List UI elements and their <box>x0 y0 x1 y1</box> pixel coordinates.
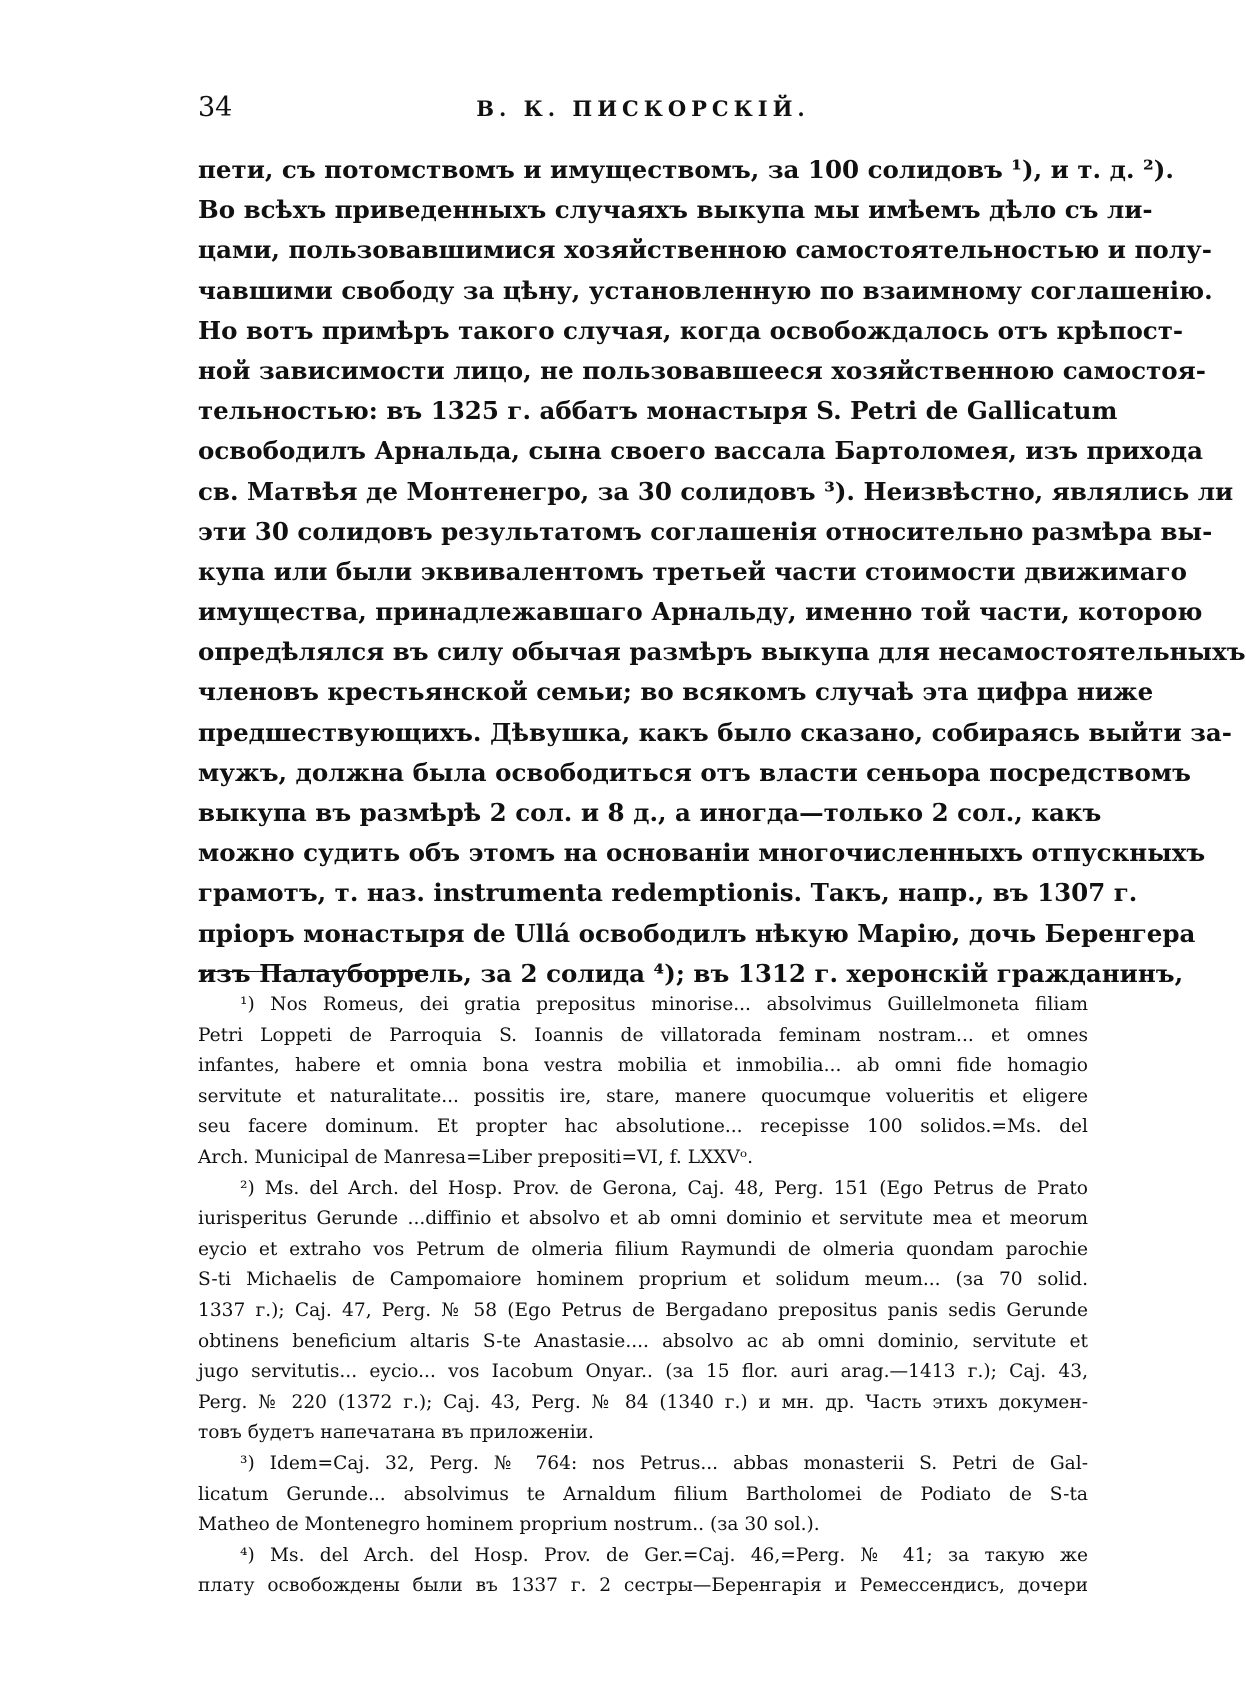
footnote-line: плату освобождены были въ 1337 г. 2 сестры—Беренгарія и Ремессендисъ, дочери <box>198 1575 1088 1597</box>
footnote-line: 1337 г.); Caj. 47, Perg. № 58 (Ego Petrus de Bergadano prepositus panis sedis Gerunde <box>198 1299 1088 1321</box>
text-line: изъ Палауборрель, за 2 солида ⁴); въ 1312 г. херонскій гражданинъ, <box>198 958 1184 988</box>
footnote-line: licatum Gerunde... absolvimus te Arnaldum filium Bartholomei de Podiato de S-ta <box>198 1483 1088 1505</box>
footnote-line: S-ti Michaelis de Campomaiore hominem proprium et solidum meum... (за 70 solid. <box>198 1269 1088 1291</box>
footnote-line: servitute et naturalitate... possitis ire, stare, manere quocumque volueritis et eligere <box>198 1085 1088 1107</box>
text-line: мужъ, должна была освободиться отъ власти сеньора посредствомъ <box>198 757 1191 787</box>
text-line: чавшими свободу за цѣну, установленную по взаимному соглашенію. <box>198 275 1213 305</box>
text-line: имущества, принадлежавшаго Арнальду, именно той части, которою <box>198 597 1203 627</box>
footnote-line: товъ будетъ напечатана въ приложеніи. <box>198 1422 594 1444</box>
footnote-separator <box>198 971 428 972</box>
text-line: цами, пользовавшимися хозяйственною самостоятельностью и полу- <box>198 235 1212 265</box>
text-line: тельностью: въ 1325 г. аббатъ монастыря S. Petri de Gallicatum <box>198 396 1118 426</box>
footnote-line: eycio et extraho vos Petrum de olmeria filium Raymundi de olmeria quondam parochie <box>198 1238 1088 1260</box>
page-header <box>198 92 1088 132</box>
text-line: эти 30 солидовъ результатомъ соглашенія относительно размѣра вы- <box>198 516 1213 546</box>
footnote-line: jugo servitutis... eycio... vos Iacobum Onyar.. (за 15 flor. auri arag.—1413 г.); Caj. 43, <box>198 1361 1088 1383</box>
footnotes <box>198 990 1088 1602</box>
running-title: В. К. ПИСКОРСКІЙ. <box>476 96 810 121</box>
footnote-line: Arch. Municipal de Manresa=Liber prepositi=VI, f. LXXVᵒ. <box>198 1146 754 1168</box>
footnote-line: seu facere dominum. Et propter hac absolutione... recepisse 100 solidos.=Ms. del <box>198 1116 1088 1138</box>
footnote-line: obtinens beneficium altaris S-te Anastasie.... absolvo ac ab omni dominio, servitute et <box>198 1330 1088 1352</box>
footnote-line: iurisperitus Gerunde ...diffinio et absolvo et ab omni dominio et servitute mea et meorum <box>198 1208 1088 1230</box>
text-line: опредѣлялся въ силу обычая размѣръ выкупа для несамостоятельныхъ <box>198 637 1246 667</box>
footnote-3: ³) Idem=Caj. 32, Perg. № 764: nos Petrus... abbas monasterii S. Petri de Gal- <box>240 1452 1088 1474</box>
text-line: членовъ крестьянской семьи; во всякомъ случаѣ эта цифра ниже <box>198 677 1154 707</box>
footnote-2: ²) Ms. del Arch. del Hosp. Prov. de Gerona, Caj. 48, Perg. 151 (Ego Petrus de Prato <box>240 1177 1088 1199</box>
text-line: пріоръ монастыря de Ullá освободилъ нѣкую Марію, дочь Беренгера <box>198 918 1196 948</box>
text-line: ной зависимости лицо, не пользовавшееся хозяйственною самостоя- <box>198 355 1206 385</box>
text-line: Во всѣхъ приведенныхъ случаяхъ выкупа мы имѣемъ дѣло съ ли- <box>198 195 1153 225</box>
text-line: пети, съ потомствомъ и имуществомъ, за 100 солидовъ ¹), и т. д. ²). <box>198 155 1174 184</box>
footnote-line: Matheo de Montenegro hominem proprium nostrum.. (за 30 sol.). <box>198 1514 820 1536</box>
footnote-1: ¹) Nos Romeus, dei gratia prepositus minorise... absolvimus Guillelmoneta filiam <box>240 994 1088 1015</box>
text-line: Но вотъ примѣръ такого случая, когда освобождалось отъ крѣпост- <box>198 315 1184 345</box>
footnote-4: ⁴) Ms. del Arch. del Hosp. Prov. de Ger.=Caj. 46,=Perg. № 41; за такую же <box>240 1544 1088 1566</box>
footnote-line: Perg. № 220 (1372 г.); Caj. 43, Perg. № 84 (1340 г.) и мн. др. Часть этихъ докумен- <box>198 1391 1088 1413</box>
text-line: купа или были эквивалентомъ третьей части стоимости движимаго <box>198 556 1187 586</box>
text-line: грамотъ, т. наз. instrumenta redemptionis. Такъ, напр., въ 1307 г. <box>198 878 1138 908</box>
page-number: 34 <box>198 92 233 123</box>
text-line: св. Матвѣя де Монтенегро, за 30 солидовъ ³). Неизвѣстно, являлись ли <box>198 476 1234 506</box>
text-line: можно судить объ этомъ на основаніи многочисленныхъ отпускныхъ <box>198 838 1206 868</box>
main-text <box>198 150 1246 994</box>
text-line: освободилъ Арнальда, сына своего вассала Бартоломея, изъ прихода <box>198 436 1203 466</box>
text-line: выкупа въ размѣрѣ 2 сол. и 8 д., а иногда—только 2 сол., какъ <box>198 798 1102 827</box>
footnote-line: Petri Loppeti de Parroquia S. Ioannis de villatorada feminam nostram... et omnes <box>198 1024 1088 1046</box>
text-line: предшествующихъ. Дѣвушка, какъ было сказано, собираясь выйти за- <box>198 717 1232 747</box>
footnote-line: infantes, habere et omnia bona vestra mobilia et inmobilia... ab omni fide homagio <box>198 1055 1088 1077</box>
